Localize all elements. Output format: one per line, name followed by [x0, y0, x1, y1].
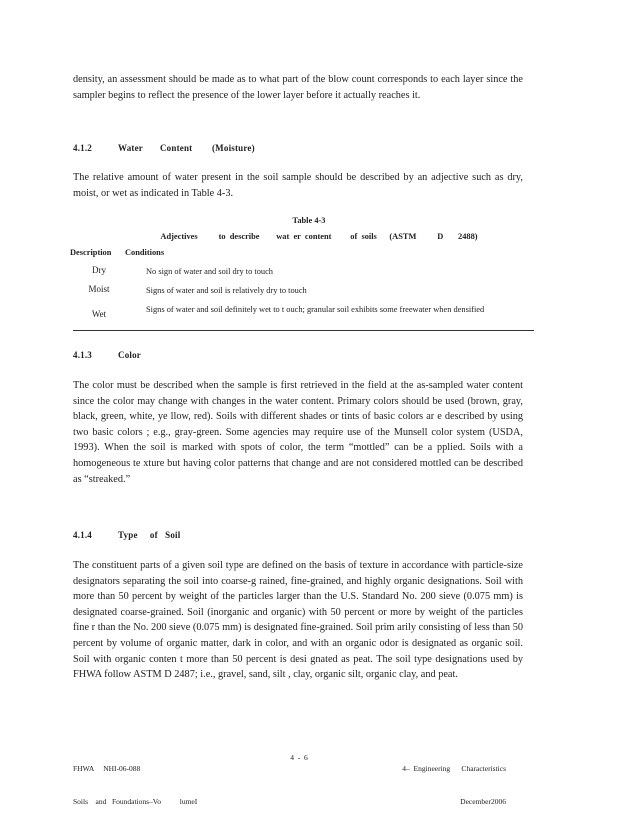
table-row-label: Dry: [92, 265, 106, 275]
table-row-label: Wet: [91, 309, 107, 319]
table-row-desc: Signs of water and soil is relatively dry to touch: [146, 286, 307, 295]
section-title: Type of Soil: [118, 530, 181, 540]
table-caption: Adjectives to describe wat er content of soils (ASTM D 2488): [160, 232, 478, 241]
table-title: Table 4-3: [292, 216, 326, 225]
footer-chapter: 4– Engineering Characteristics: [402, 764, 506, 773]
section-number: 4.1.3: [73, 350, 92, 360]
table-row-label: Moist: [88, 284, 110, 294]
table-row-desc: Signs of water and soil definitely wet to t ouch; granular soil exhibits some freewater when densified: [146, 305, 485, 314]
footer-right: [380, 741, 506, 829]
section-number: 4.1.2: [73, 143, 92, 153]
footer-doc-number: FHWA NHI-06-088: [73, 764, 141, 773]
table-bottom-rule: [73, 330, 534, 331]
footer-volume: Soils and Foundations–Vo lumeI: [73, 797, 198, 806]
footer-left: [73, 741, 197, 829]
section-number: 4.1.4: [73, 530, 92, 540]
paragraph-intro: density, an assessment should be made as to what part of the blow count corresponds to each layer since the sampler begins to reflect the presence of the lower layer before it actually reaches it.: [73, 74, 523, 101]
table-row-desc: No sign of water and soil dry to touch: [146, 267, 273, 276]
column-header-conditions: Conditions: [125, 248, 165, 257]
paragraph-water-content: The relative amount of water present in the soil sample should be described by an adjective such as dry, moist, or wet as indicated in Table 4-3.: [73, 172, 523, 199]
column-header-description: Description: [70, 248, 112, 257]
page-number: 4 - 6: [290, 753, 308, 762]
section-title: Water Content (Moisture): [118, 143, 255, 153]
section-heading-4-1-4: [73, 530, 206, 540]
section-heading-4-1-3: [73, 350, 167, 360]
section-heading-4-1-2: [73, 143, 281, 153]
paragraph-type-of-soil: The constituent parts of a given soil type are defined on the basis of texture in accordance with particle-size designators separating the soil into coarse-g rained, fine-grained, and highly organic designations. Soil with more than 50 percent by weight of the particles larger than the U.S. Standard No. 200 sieve (0.075 mm) is designated coarse-grained. Soil (inorganic and organic) with 50 percent or more by weight of the particles fine r than the No. 200 sieve (0.075 mm) is designated fine-grained. Soil prim arily consisting of less than 50 percent by volume of organic matter, dark in color, and with an organic odor is designated as organic soil. Soil with organic conten t more than 50 percent is desi gnated as peat. The soil type designations used by FHWA follow ASTM D 2487; i.e., gravel, sand, silt , clay, organic silt, organic clay, and peat.: [73, 560, 523, 681]
footer-date: December2006: [460, 797, 506, 806]
paragraph-color: The color must be described when the sample is first retrieved in the field at the as-sampled water content since the color may change with changes in the water content. Primary colors should be used (brown, gray, black, green, white, ye llow, red). Soils with different shades or tints of basic colors ar e described by using two basic colors ; e.g., gray-green. Some agencies may require use of the Munsell color system (USDA, 1993). When the soil is marked with spots of color, the term “mottled” can be a pplied. Soils with a homogeneous te xture but having color patterns that change and are not considered mottled can be described as “streaked.”: [73, 380, 523, 485]
section-title: Color: [118, 350, 141, 360]
